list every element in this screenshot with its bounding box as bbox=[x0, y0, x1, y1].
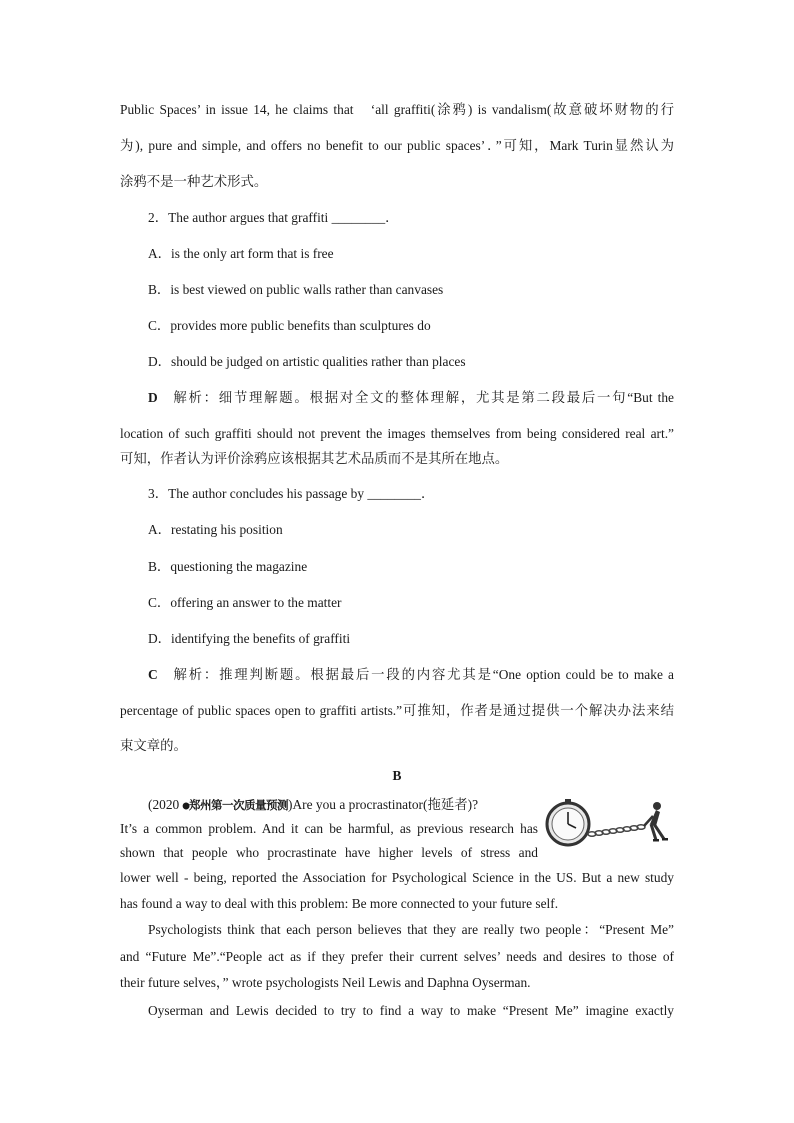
text-line: Public Spaces’ in issue 14, he claims that ‘all graffiti(涂鸦) is vandalism(故意破坏财物的行 bbox=[120, 102, 674, 117]
text-line bbox=[148, 795, 540, 815]
text-line: has found a way to deal with this problem: Be more connected to your future self. bbox=[120, 896, 559, 911]
option-d: D．should be judged on artistic qualities rather than places bbox=[148, 354, 466, 369]
answer-letter: C bbox=[148, 667, 158, 682]
explanation-text: 解析：推理判断题。根据最后一段的内容尤其是“One option could be to make a bbox=[171, 667, 674, 682]
answer-letter: D bbox=[148, 390, 158, 405]
text-line: 为), pure and simple, and offers no benefit to our public spaces’．”可知，Mark Turin显然认为 bbox=[120, 138, 674, 153]
question-stem: 3．The author concludes his passage by ________． bbox=[148, 486, 435, 501]
explanation-line: 可知，作者认为评价涂鸦应该根据其艺术品质而不是其所在地点。 bbox=[120, 451, 509, 466]
text-line: It’s a common problem. And it can be harmful, as previous research has bbox=[120, 821, 538, 836]
option-b: B．questioning the magazine bbox=[148, 559, 308, 574]
text-fragment: )Are you a procrastinator(拖延者)? bbox=[288, 797, 479, 812]
option-d: D．identifying the benefits of graffiti bbox=[148, 631, 351, 646]
section-heading: B bbox=[392, 768, 402, 783]
text-line: shown that people who procrastinate have higher levels of stress and bbox=[120, 845, 538, 860]
option-b: B．is best viewed on public walls rather than canvases bbox=[148, 282, 444, 297]
explanation-line: percentage of public spaces open to graffiti artists.”可推知，作者是通过提供一个解决办法来结 bbox=[120, 703, 674, 718]
option-c: C．provides more public benefits than sculptures do bbox=[148, 318, 431, 333]
text-line: and “Future Me”.“People act as if they prefer their current selves’ needs and desires to those of bbox=[120, 949, 674, 964]
text-line: Psychologists think that each person believes that they are really two people：“Present Me” bbox=[148, 922, 674, 937]
explanation-text: 解析：细节理解题。根据对全文的整体理解，尤其是第二段最后一句“But the bbox=[171, 390, 674, 405]
explanation-line: 束文章的。 bbox=[120, 738, 187, 753]
explanation-line bbox=[148, 388, 674, 408]
explanation-line bbox=[148, 665, 674, 685]
option-c: C．offering an answer to the matter bbox=[148, 595, 342, 610]
year: (2020 bbox=[148, 797, 183, 812]
text-line: Oyserman and Lewis decided to try to find a way to make “Present Me” imagine exactly bbox=[148, 1003, 674, 1018]
text-line: 涂鸦不是一种艺术形式。 bbox=[120, 174, 268, 189]
source-label: ●郑州第一次质量预测 bbox=[182, 798, 289, 812]
explanation-line: location of such graffiti should not prevent the images themselves from being considered real art.” bbox=[120, 426, 674, 441]
option-a: A．is the only art form that is free bbox=[148, 246, 334, 261]
text-line: their future selves，” wrote psychologists Neil Lewis and Daphna Oyserman. bbox=[120, 975, 531, 990]
text-line: lower well - being, reported the Association for Psychological Science in the US. But a new study bbox=[120, 870, 674, 885]
question-stem: 2．The author argues that graffiti ________． bbox=[148, 210, 399, 225]
option-a: A．restating his position bbox=[148, 522, 283, 537]
clock-chained-to-man-icon bbox=[544, 794, 672, 854]
